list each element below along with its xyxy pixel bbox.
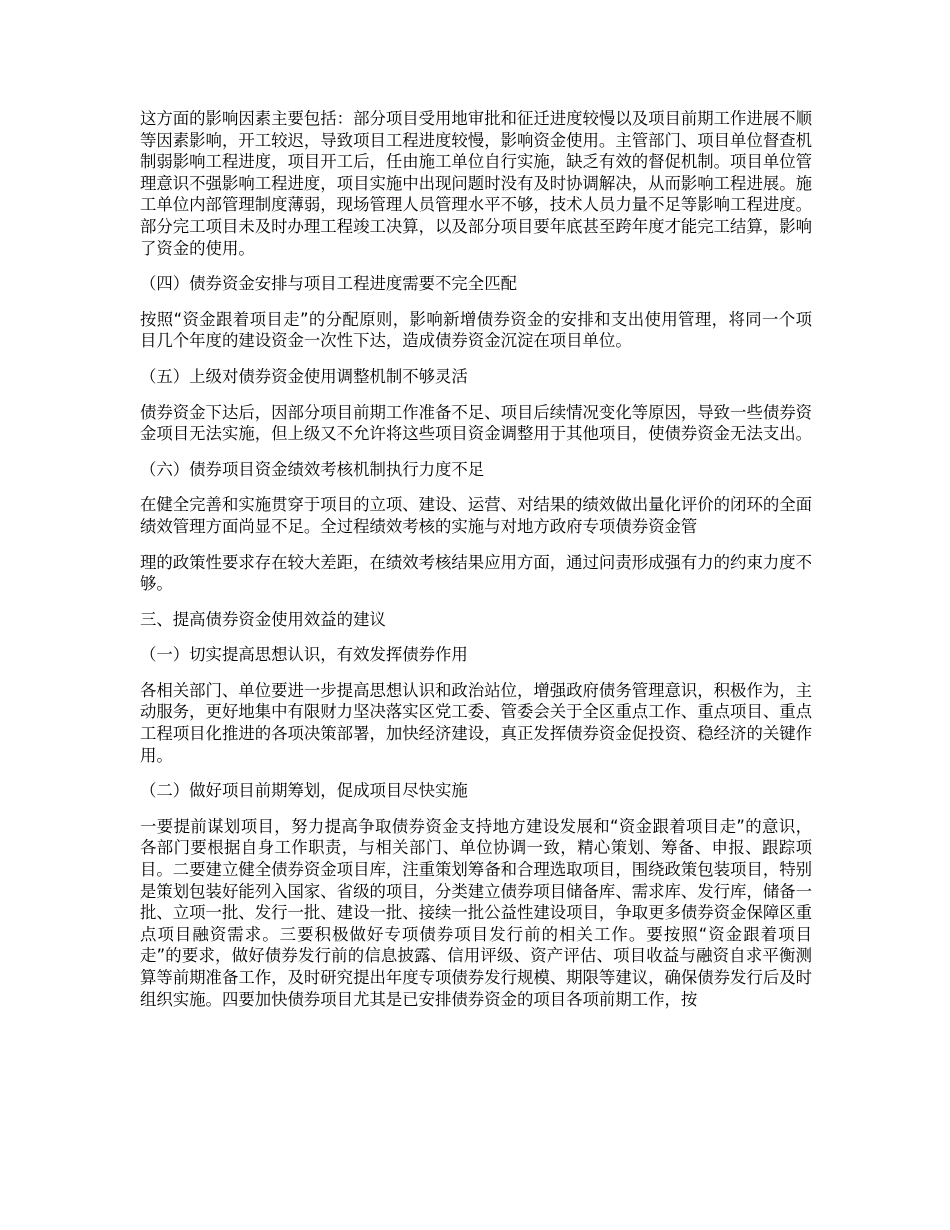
paragraph-funds-follow-project: 按照“资金跟着项目走”的分配原则，影响新增债券资金的安排和支出使用管理，将同一个项目几个年度的建设资金一次性下达，造成债券资金沉淀在项目单位。 — [140, 309, 812, 351]
subsection-heading-1: （一）切实提高思想认识，有效发挥债券作用 — [140, 645, 468, 665]
section-heading-5: （五）上级对债券资金使用调整机制不够灵活 — [140, 366, 468, 386]
paragraph-raise-awareness: 各相关部门、单位要进一步提高思想认识和政治站位，增强政府债务管理意识，积极作为，主动服务，更好地集中有限财力坚决落实区党工委、管委会关于全区重点工作、重点项目、重点工程项目化推进的各项决策部署，加快经济建设，真正发挥债券资金促投资、稳经济的关键作用。 — [140, 680, 813, 765]
paragraph-influencing-factors: 这方面的影响因素主要包括：部分项目受用地审批和征迁进度较慢以及项目前期工作进展不顺等因素影响，开工较迟，导致项目工程进度较慢，影响资金使用。主管部门、项目单位督查机制弱影响工程进度，项目开工后，任由施工单位自行实施，缺乏有效的督促机制。项目单位管理意识不强影响工程进度，项目实施中出现问题时没有及时协调解决，从而影响工程进展。施工单位内部管理制度薄弱，现场管理人员管理水平不够，技术人员力量不足等影响工程进度。部分完工项目未及时办理工程竣工决算，以及部分项目要年底甚至跨年度才能完工结算，影响了资金的使用。 — [140, 109, 813, 258]
chapter-heading-3: 三、提高债券资金使用效益的建议 — [140, 609, 386, 629]
paragraph-adjustment-mechanism: 债券资金下达后，因部分项目前期工作准备不足、项目后续情况变化等原因，导致一些债券资金项目无法实施，但上级又不允许将这些项目资金调整用于其他项目，使债券资金无法支出。 — [140, 402, 813, 444]
paragraph-performance-management: 在健全完善和实施贯穿于项目的立项、建设、运营、对结果的绩效做出量化评价的闭环的全面绩效管理方面尚显不足。全过程绩效考核的实施与对地方政府专项债券资金管 — [140, 495, 813, 536]
paragraph-project-planning: 一要提前谋划项目，努力提高争取债券资金支持地方建设发展和“资金跟着项目走”的意识，各部门要根据自身工作职责，与相关部门、单位协调一致，精心策划、筹备、申报、跟踪项目。二要建立健全债券资金项目库，注重策划筹备和合理选取项目，围绕政策包装项目，特别是策划包装好能列入国家、省级的项目，分类建立债券项目储备库、需求库、发行库，储备一批、立项一批、发行一批、建设一批、接续一批公益性建设项目，争取更多债券资金保障区重点项目融资需求。三要积极做好专项债券项目发行前的相关工作。要按照“资金跟着项目走”的要求，做好债券发行前的信息披露、信用评级、资产评估、项目收益与融资自求平衡测算等前期准备工作，及时研究提出年度专项债券发行规模、期限等建议，确保债券发行后及时组织实施。四要加快债券项目尤其是已安排债券资金的项目各项前期工作，按 — [140, 816, 813, 1009]
section-heading-6: （六）债券项目资金绩效考核机制执行力度不足 — [140, 459, 485, 479]
paragraph-policy-gap: 理的政策性要求存在较大差距，在绩效考核结果应用方面，通过问责形成强有力的约束力度不够。 — [140, 552, 813, 594]
section-heading-4: （四）债券资金安排与项目工程进度需要不完全匹配 — [140, 274, 517, 294]
subsection-heading-2: （二）做好项目前期筹划，促成项目尽快实施 — [140, 781, 468, 801]
document-page — [140, 108, 812, 1010]
